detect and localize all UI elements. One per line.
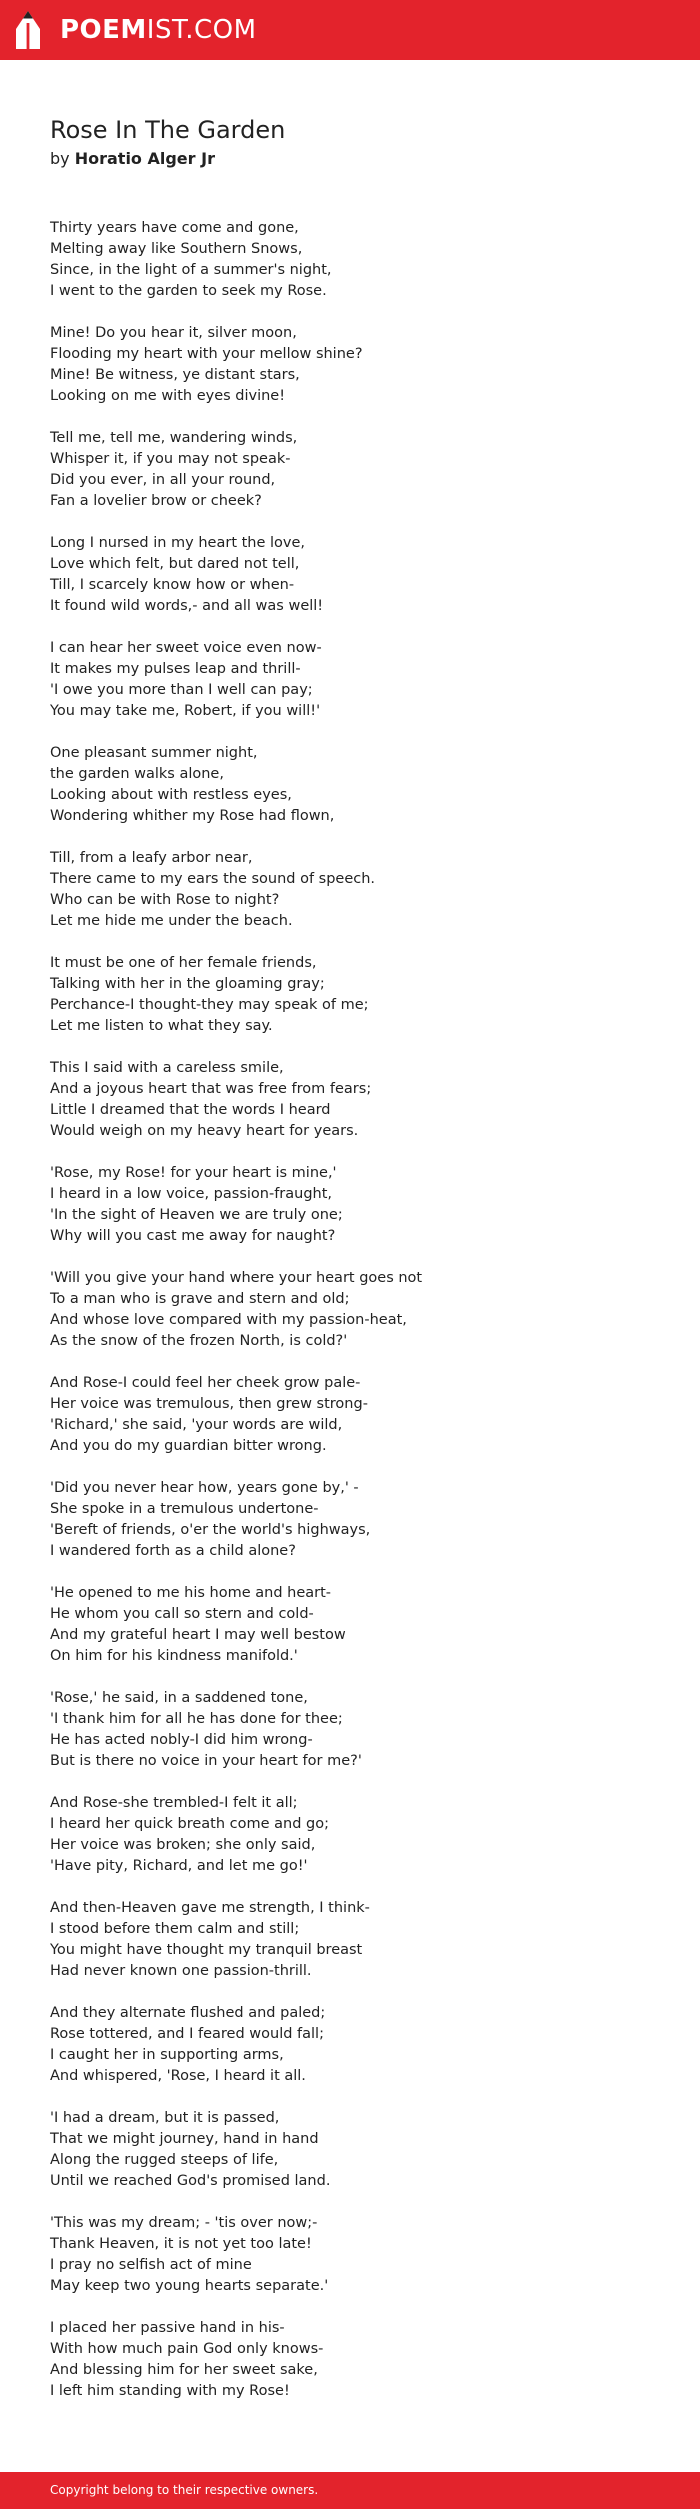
poem-line: Perchance-I thought-they may speak of me; xyxy=(50,997,369,1013)
poem-line: Mine! Be witness, ye distant stars, xyxy=(50,367,300,383)
poem-line: Let me hide me under the beach. xyxy=(50,913,293,929)
stanza xyxy=(50,848,650,932)
poem-line: He has acted nobly-I did him wrong- xyxy=(50,1732,313,1748)
poem-line: Rose tottered, and I feared would fall; xyxy=(50,2026,324,2042)
poem-line: Looking about with restless eyes, xyxy=(50,787,292,803)
logo-light-part: IST.COM xyxy=(146,15,257,45)
poem-line: 'I had a dream, but it is passed, xyxy=(50,2110,280,2126)
poem-line: 'Bereft of friends, o'er the world's highways, xyxy=(50,1522,371,1538)
poem-line: Mine! Do you hear it, silver moon, xyxy=(50,325,297,341)
site-logo-text xyxy=(60,9,257,51)
poem-line: May keep two young hearts separate.' xyxy=(50,2278,329,2294)
stanza xyxy=(50,2318,650,2402)
poem-line: Tell me, tell me, wandering winds, xyxy=(50,430,298,446)
poem-line: Wondering whither my Rose had flown, xyxy=(50,808,335,824)
poem-line: Her voice was tremulous, then grew strong- xyxy=(50,1396,368,1412)
stanza xyxy=(50,1058,650,1142)
poem-line: I left him standing with my Rose! xyxy=(50,2383,290,2399)
poem-line: Until we reached God's promised land. xyxy=(50,2173,331,2189)
poem-line: 'In the sight of Heaven we are truly one; xyxy=(50,1207,343,1223)
poem-line: Did you ever, in all your round, xyxy=(50,472,276,488)
poem-line: Since, in the light of a summer's night, xyxy=(50,262,332,278)
stanza xyxy=(50,2108,650,2192)
poem-line: I caught her in supporting arms, xyxy=(50,2047,284,2063)
poem-line: You might have thought my tranquil breast xyxy=(50,1942,363,1958)
poem-line: Had never known one passion-thrill. xyxy=(50,1963,312,1979)
poem-line: And a joyous heart that was free from fears; xyxy=(50,1081,372,1097)
poem-title: Rose In The Garden xyxy=(50,116,286,144)
stanza xyxy=(50,743,650,827)
poem-line: 'Have pity, Richard, and let me go!' xyxy=(50,1858,308,1874)
poem-line: Who can be with Rose to night? xyxy=(50,892,280,908)
poem-line: Her voice was broken; she only said, xyxy=(50,1837,316,1853)
poem-line: the garden walks alone, xyxy=(50,766,224,782)
stanza xyxy=(50,218,650,302)
poem-line: And whispered, 'Rose, I heard it all. xyxy=(50,2068,306,2084)
poem-line: Why will you cast me away for naught? xyxy=(50,1228,336,1244)
poem-line: Flooding my heart with your mellow shine? xyxy=(50,346,363,362)
stanza xyxy=(50,1583,650,1667)
poem-line: I stood before them calm and still; xyxy=(50,1921,300,1937)
poem-line: She spoke in a tremulous undertone- xyxy=(50,1501,319,1517)
poem-line: 'Richard,' she said, 'your words are wild, xyxy=(50,1417,343,1433)
poem-line: As the snow of the frozen North, is cold?' xyxy=(50,1333,348,1349)
poem-line: And then-Heaven gave me strength, I think- xyxy=(50,1900,370,1916)
poem-line: Thirty years have come and gone, xyxy=(50,220,299,236)
site-header xyxy=(0,0,700,60)
poem-line: Talking with her in the gloaming gray; xyxy=(50,976,325,992)
poem-line: And Rose-I could feel her cheek grow pale- xyxy=(50,1375,361,1391)
poem-line: Looking on me with eyes divine! xyxy=(50,388,286,404)
stanza xyxy=(50,1793,650,1877)
stanza xyxy=(50,533,650,617)
poem-line: 'I thank him for all he has done for thee; xyxy=(50,1711,343,1727)
stanza xyxy=(50,2003,650,2087)
poem-line: I placed her passive hand in his- xyxy=(50,2320,285,2336)
poem-header xyxy=(50,114,650,170)
poem-line: Little I dreamed that the words I heard xyxy=(50,1102,331,1118)
poem-line: Fan a lovelier brow or cheek? xyxy=(50,493,262,509)
site-logo-link[interactable] xyxy=(14,9,257,51)
stanza xyxy=(50,1688,650,1772)
poem-line: I wandered forth as a child alone? xyxy=(50,1543,296,1559)
stanza xyxy=(50,953,650,1037)
logo-bold-part: POEM xyxy=(60,15,147,45)
poem-line: Whisper it, if you may not speak- xyxy=(50,451,291,467)
poem-line: 'Rose, my Rose! for your heart is mine,' xyxy=(50,1165,337,1181)
copyright-notice: Copyright belong to their respective owners. xyxy=(50,2483,319,2497)
poem-line: Would weigh on my heavy heart for years. xyxy=(50,1123,359,1139)
stanza xyxy=(50,1898,650,1982)
pencil-tip-icon xyxy=(14,9,42,51)
poem-line: I pray no selfish act of mine xyxy=(50,2257,252,2273)
poem-line: 'Rose,' he said, in a saddened tone, xyxy=(50,1690,308,1706)
poem-line: I heard her quick breath come and go; xyxy=(50,1816,329,1832)
poem-line: Long I nursed in my heart the love, xyxy=(50,535,306,551)
stanza xyxy=(50,1163,650,1247)
stanza xyxy=(50,1478,650,1562)
stanza xyxy=(50,2213,650,2297)
poem-line: Melting away like Southern Snows, xyxy=(50,241,303,257)
poem-line: It makes my pulses leap and thrill- xyxy=(50,661,301,677)
poem-line: Let me listen to what they say. xyxy=(50,1018,273,1034)
poem-line: And blessing him for her sweet sake, xyxy=(50,2362,318,2378)
poem-line: He whom you call so stern and cold- xyxy=(50,1606,314,1622)
poem-line: And Rose-she trembled-I felt it all; xyxy=(50,1795,298,1811)
poem-line: And my grateful heart I may well bestow xyxy=(50,1627,346,1643)
poem-line: I went to the garden to seek my Rose. xyxy=(50,283,327,299)
poem-line: To a man who is grave and stern and old; xyxy=(50,1291,350,1307)
poem-line: But is there no voice in your heart for me?' xyxy=(50,1753,362,1769)
byline xyxy=(50,148,650,170)
poem-line: I can hear her sweet voice even now- xyxy=(50,640,322,656)
poem-line: On him for his kindness manifold.' xyxy=(50,1648,298,1664)
poem-line: 'This was my dream; - 'tis over now;- xyxy=(50,2215,318,2231)
poem-line: One pleasant summer night, xyxy=(50,745,258,761)
poem-line: Till, I scarcely know how or when- xyxy=(50,577,295,593)
poem-line: With how much pain God only knows- xyxy=(50,2341,324,2357)
poem-line: Love which felt, but dared not tell, xyxy=(50,556,300,572)
stanza xyxy=(50,323,650,407)
stanza xyxy=(50,1373,650,1457)
poem-line: 'Will you give your hand where your heart goes not xyxy=(50,1270,423,1286)
poem-line: Along the rugged steeps of life, xyxy=(50,2152,279,2168)
by-label: by xyxy=(50,149,70,168)
poem-line: Till, from a leafy arbor near, xyxy=(50,850,253,866)
poem-line: 'He opened to me his home and heart- xyxy=(50,1585,332,1601)
poem-line: I heard in a low voice, passion-fraught, xyxy=(50,1186,333,1202)
poem-line: Thank Heaven, it is not yet too late! xyxy=(50,2236,312,2252)
poem-line: 'I owe you more than I well can pay; xyxy=(50,682,313,698)
poem-line: 'Did you never hear how, years gone by,' - xyxy=(50,1480,359,1496)
stanza xyxy=(50,428,650,512)
poem-line: And whose love compared with my passion-heat, xyxy=(50,1312,407,1328)
poem-line: It found wild words,- and all was well! xyxy=(50,598,324,614)
poem-line: This I said with a careless smile, xyxy=(50,1060,284,1076)
stanza xyxy=(50,638,650,722)
poem-body xyxy=(50,218,650,2423)
poem-line: There came to my ears the sound of speech. xyxy=(50,871,376,887)
poem-line: That we might journey, hand in hand xyxy=(50,2131,319,2147)
poem-line: And you do my guardian bitter wrong. xyxy=(50,1438,327,1454)
stanza xyxy=(50,1268,650,1352)
poem-line: And they alternate flushed and paled; xyxy=(50,2005,326,2021)
site-footer xyxy=(0,2472,700,2509)
poem-line: It must be one of her female friends, xyxy=(50,955,317,971)
author-name: Horatio Alger Jr xyxy=(74,149,215,168)
poem-line: You may take me, Robert, if you will!' xyxy=(50,703,321,719)
